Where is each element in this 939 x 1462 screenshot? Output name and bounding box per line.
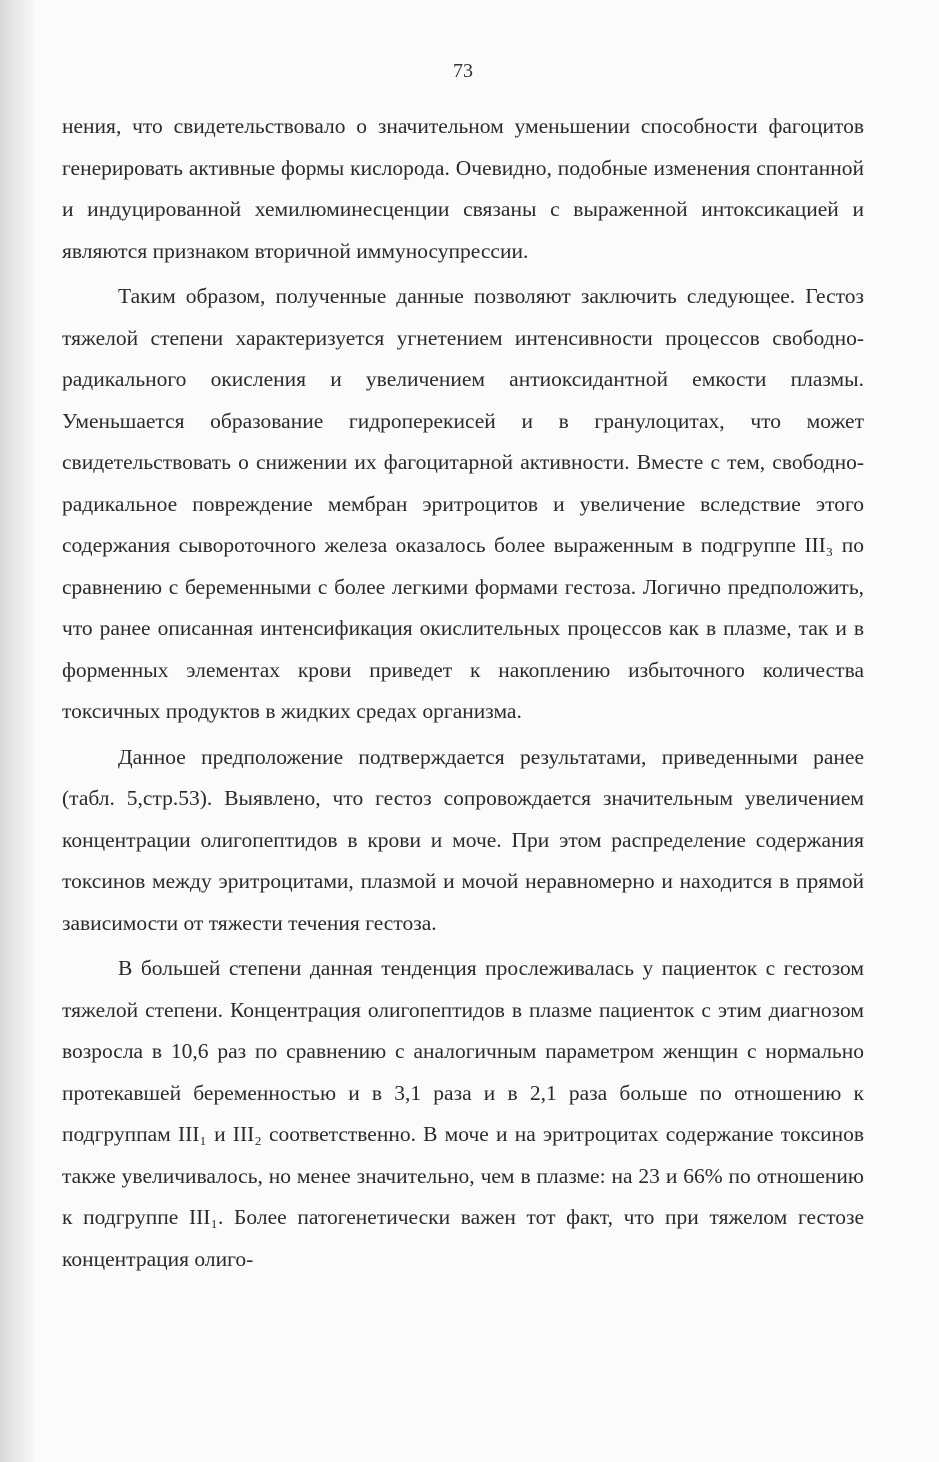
paragraph-2: Таким образом, полученные данные позволяют заключить следующее. Гестоз тяжелой степени характеризуется угнетением интенсивности процессов свободно-радикального окисления и увеличением антиоксидантной емкости плазмы. Уменьшается образование гидроперекисей и в гранулоцитах, что может свидетельствовать о снижении их фагоцитарной активности. Вместе с тем, свободно-радикальное повреждение мембран эритроцитов и увеличение вследствие этого содержания сывороточного железа оказалось более выраженным в подгруппе III₃ по сравнению с беременными с более легкими формами гестоза. Логично предположить, что ранее описанная интенсификация окислительных процессов как в плазме, так и в форменных элементах крови приведет к накоплению избыточного количества токсичных продуктов в жидких средах организма. [62,284,864,723]
scan-margin-shadow [0,0,34,1462]
body-text [62,106,864,1280]
paragraph-3: Данное предположение подтверждается результатами, приведенными ранее (табл. 5,стр.53). Выявлено, что гестоз сопровождается значительным увеличением концентрации олигопептидов в крови и моче. При этом распределение содержания токсинов между эритроцитами, плазмой и мочой неравномерно и находится в прямой зависимости от тяжести течения гестоза. [62,744,864,935]
paragraph-1: нения, что свидетельствовало о значительном уменьшении способности фагоцитов генерировать активные формы кислорода. Очевидно, подобные изменения спонтанной и индуцированной хемилюминесценции связаны с выраженной интоксикацией и являются признаком вторичной иммуносупрессии. [62,114,864,263]
document-page [62,0,864,1462]
paragraph-4: В большей степени данная тенденция прослеживалась у пациенток с гестозом тяжелой степени. Концентрация олигопептидов в плазме пациенток с этим диагнозом возросла в 10,6 раз по сравнению с аналогичным параметром женщин с нормально протекавшей беременностью и в 3,1 раза и в 2,1 раза больше по отношению к подгруппам III₁ и III₂ соответственно. В моче и на эритроцитах содержание токсинов также увеличивалось, но менее значительно, чем в плазме: на 23 и 66% по отношению к подгруппе III₁. Более патогенетически важен тот факт, что при тяжелом гестозе концентрация олиго- [62,956,864,1271]
page-number: 73 [453,60,473,82]
